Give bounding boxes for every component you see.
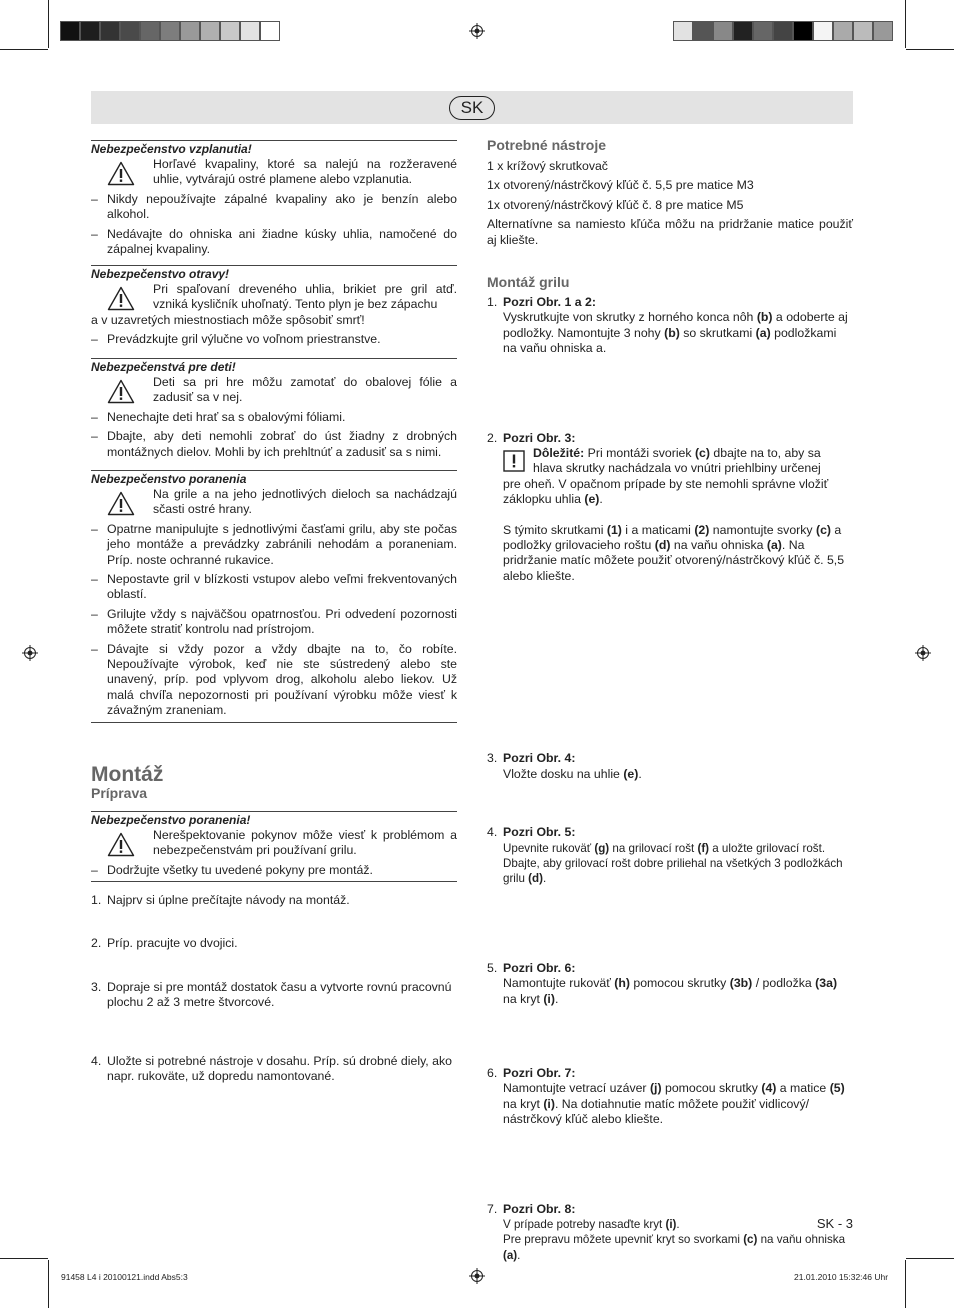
- list-item: 1. Najprv si úplne prečítajte návody na montáž.: [91, 893, 350, 907]
- warning-title: Nebezpečenstvo poranenia: [91, 472, 247, 486]
- list-item: 4. Uložte si potrebné nástroje v dosahu. Príp. sú drobné diely, ako napr. rukoväte, už dopredu namontované.: [91, 1053, 452, 1084]
- tool-line: Alternatívne sa namiesto kľúča môžu na pridržanie matice použiť aj kliešte.: [487, 217, 853, 247]
- crop-mark: [905, 0, 906, 48]
- warning-text: Pri spaľovaní dreveného uhlia, brikiet pre gril atď. vzniká kysličník uhoľnatý. Tento plyn je bez zápachu: [153, 282, 457, 312]
- page-number: SK - 3: [816, 1216, 853, 1231]
- list-item: – Dávajte si vždy pozor a vždy dbajte na to, čo robíte. Nepoužívajte výrobok, keď nie ste sústredený alebo ste unavený, príp. pod vplyvom drog, alkoholu alebo liekov. Už malá chvíľa nepozornosti pri používaní výrobku môže viesť k závažným zraneniam.: [91, 642, 457, 719]
- assembly-step: 5. Pozri Obr. 6: Namontujte rukoväť (h) pomocou skrutky (3b) / podložka (3a) na kryt (i).: [487, 960, 838, 1006]
- list-item: – Dbajte, aby deti nemohli zobrať do úst žiadny z drobných montážnych dielov. Mohli by ich prehltnúť a zadusiť sa s nimi.: [91, 429, 457, 460]
- assembly-step: 7. Pozri Obr. 8: V prípade potreby nasaďte kryt (i). Pre prepravu môžete upevniť kryt so svorkami (c) na vaňu ohniska (a).: [487, 1201, 846, 1262]
- assembly-step: 2. Pozri Obr. 3: Dôležité: Pri montáži svoriek (c) dbajte na to, aby sa hlava skrutky nachádzala vo vnútri priehlbiny určenej pre oheň. V opačnom prípade by ste nemohli správne vložiť záklopku uhlia (e). S týmito skrutkami (1) i a maticami (2) namontujte svorky (c) a podložky grilovacieho roštu (d) na vaňu ohniska (a). Na pridržanie matíc môžete použiť otvorený/nástrčkový kľúč č. 5,5 alebo kliešte.: [487, 430, 845, 583]
- tool-line: 1x otvorený/nástrčkový kľúč č. 5,5 pre matice M3: [487, 178, 754, 193]
- assembly-step: 4. Pozri Obr. 5: Upevnite rukoväť (g) na grilovací rošt (f) a uložte grilovací rošt. Dbajte, aby grilovací rošt dobre priliehal na všetkých 3 podložkách grilu (d).: [487, 825, 843, 886]
- left-column: [91, 0, 457, 1084]
- registration-mark-icon: [915, 645, 931, 661]
- warning-triangle-icon: [107, 286, 135, 311]
- registration-mark-icon: [469, 1268, 485, 1284]
- warning-title: Nebezpečenstvá pre deti!: [91, 360, 236, 374]
- registration-mark-icon: [22, 645, 38, 661]
- warning-triangle-icon: [107, 161, 135, 186]
- assembly-step: 3. Pozri Obr. 4: Vložte dosku na uhlie (e).: [487, 751, 642, 781]
- crop-mark: [906, 1258, 954, 1259]
- crop-mark: [0, 1258, 48, 1259]
- warning-triangle-icon: [107, 379, 135, 404]
- list-item: – Grilujte vždy s najväčšou opatrnosťou. Pri odvedení pozornosti môžete stratiť kontrolu nad prístrojom.: [91, 607, 457, 638]
- warning-title: Nebezpečenstvo otravy!: [91, 267, 230, 281]
- subsection-heading: Príprava: [91, 785, 148, 801]
- list-item: – Nepostavte gril v blízkosti vstupov alebo veľmi frekventovaných oblastí.: [91, 572, 457, 603]
- crop-mark: [906, 49, 954, 50]
- crop-mark: [48, 1260, 49, 1308]
- warning-title: Nebezpečenstvo vzplanutia!: [91, 142, 252, 156]
- assembly-step: 1. Pozri Obr. 1 a 2: Vyskrutkujte von skrutky z horného konca nôh (b) a odoberte aj podložky. Namontujte 3 nohy (b) so skrutkami (a) podložkami na vaňu ohniska a.: [487, 295, 848, 356]
- warning-injury-assembly: [91, 811, 457, 882]
- warning-triangle-icon: [107, 491, 135, 516]
- file-slug: 91458 L4 i 20100121.indd Abs5:3: [61, 1272, 188, 1282]
- subsection-heading: Montáž grilu: [487, 274, 570, 290]
- warning-children: [91, 358, 457, 460]
- section-heading: Montáž: [91, 763, 164, 786]
- crop-mark: [0, 49, 48, 50]
- date-slug: 21.01.2010 15:32:46 Uhr: [794, 1272, 889, 1282]
- assembly-step: 6. Pozri Obr. 7: Namontujte vetrací uzáver (j) pomocou skrutky (4) a matice (5) na kryt (i). Na dotiahnutie matíc môžete použiť vidlicový/ nástrčkový kľúč alebo kliešte.: [487, 1065, 845, 1127]
- list-item: – Dodržujte všetky tu uvedené pokyny pre montáž.: [91, 863, 457, 878]
- list-item: – Nikdy nepoužívajte zápalné kvapaliny ako je benzín alebo alkohol.: [91, 192, 457, 223]
- warning-text: Na grile a na jeho jednotlivých dieloch sa nachádzajú sčasti ostré hrany.: [153, 487, 457, 517]
- tool-line: 1x otvorený/nástrčkový kľúč č. 8 pre matice M5: [487, 197, 744, 212]
- warning-text: Deti sa pri hre môžu zamotať do obalovej fólie a zadusiť sa v nej.: [153, 375, 457, 405]
- warning-text: Nerešpektovanie pokynov môže viesť k problémom a nebezpečenstvám pri používaní grilu.: [153, 828, 457, 858]
- warning-poison: [91, 265, 457, 348]
- warning-text: Horľavé kvapaliny, ktoré sa nalejú na rozžeravené uhlie, vytvárajú ostré plamene alebo vzplanutia.: [153, 157, 457, 187]
- list-item: – Nedávajte do ohniska ani žiadne kúsky uhlia, namočené do zápalnej kvapaliny.: [91, 227, 457, 258]
- warning-triangle-icon: [107, 832, 135, 857]
- list-item: – Prevádzkujte gril výlučne vo voľnom priestranstve.: [91, 332, 457, 347]
- tools-list: [487, 159, 853, 248]
- warning-title: Nebezpečenstvo poranenia!: [91, 813, 251, 827]
- registration-mark-icon: [469, 23, 485, 39]
- list-item: – Nenechajte deti hrať sa s obalovými fóliami.: [91, 410, 457, 425]
- crop-mark: [48, 0, 49, 48]
- important-icon: [503, 450, 525, 472]
- crop-mark: [905, 1260, 906, 1308]
- language-badge: SK: [449, 96, 495, 120]
- list-item: – Opatrne manipulujte s jednotlivými časťami grilu, aby ste počas jeho montáže a prevádzky zabránili nehodám a poraneniam. Príp. noste ochranné rukavice.: [91, 522, 457, 568]
- tool-line: 1 x krížový skrutkovač: [487, 159, 608, 173]
- warning-fire: [91, 140, 457, 257]
- list-item: 2. Príp. pracujte vo dvojici.: [91, 936, 238, 951]
- warning-text: a v uzavretých miestnostiach môže spôsobiť smrť!: [91, 312, 365, 327]
- warning-injury: [91, 470, 457, 723]
- list-item: 3. Dopraje si pre montáž dostatok času a vytvorte rovnú pracovnú plochu 2 až 3 metre štvorcové.: [91, 979, 452, 1010]
- subsection-heading: Potrebné nástroje: [487, 137, 607, 153]
